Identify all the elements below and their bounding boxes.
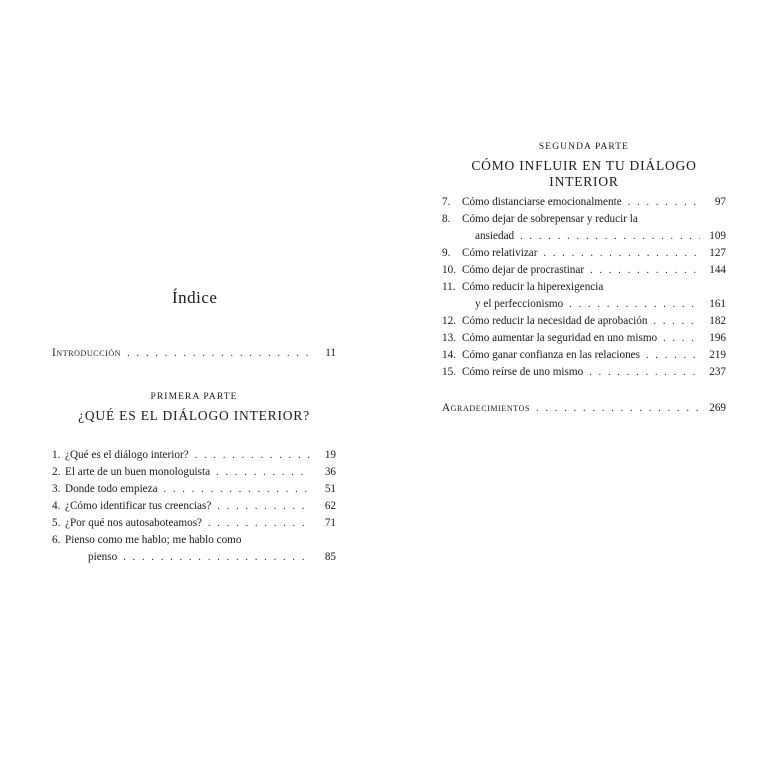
toc-entry-label: ¿Por qué nos autosaboteamos?: [65, 517, 203, 529]
toc-entry-multiline[interactable]: [442, 211, 638, 228]
toc-entry-label: Cómo dejar de sobrepensar y reducir la: [462, 213, 638, 225]
part-kicker: SEGUNDA PARTE: [538, 142, 630, 152]
toc-entry-number: 11.: [442, 281, 456, 293]
toc-entry[interactable]: [442, 194, 726, 211]
toc-entry-number: 6.: [52, 534, 61, 546]
toc-entry-multiline[interactable]: [52, 532, 241, 549]
toc-entry[interactable]: [52, 447, 336, 464]
toc-entry-number: 1.: [52, 449, 61, 461]
toc-entry[interactable]: [442, 347, 726, 364]
toc-entry-page: 219: [709, 349, 726, 361]
toc-entry-label: Agradecimientos: [442, 402, 531, 414]
dot-leader: [663, 330, 700, 347]
dot-leader: [646, 347, 700, 364]
toc-entry[interactable]: [442, 364, 726, 381]
part-title: CÓMO INFLUIR EN TU DIÁLOGO INTERIOR: [471, 158, 697, 189]
toc-entry-label: Cómo dejar de procrastinar: [462, 264, 585, 276]
dot-leader: [208, 515, 310, 532]
toc-entry[interactable]: [442, 245, 726, 262]
toc-entry-page: 182: [709, 315, 726, 327]
toc-entry-continuation[interactable]: [88, 549, 336, 566]
toc-entry-label-continued: pienso: [88, 551, 118, 563]
toc-entry-label: Cómo reírse de uno mismo: [462, 366, 584, 378]
toc-entry-number: 9.: [442, 247, 451, 259]
toc-entry-label: Pienso como me hablo; me hablo como: [65, 534, 242, 546]
toc-entry-label: Cómo ganar confianza en las relaciones: [462, 349, 640, 361]
dot-leader: [195, 447, 310, 464]
toc-entry-page: 51: [324, 483, 336, 495]
toc-entry[interactable]: [52, 464, 336, 481]
toc-entry-multiline[interactable]: [442, 279, 603, 296]
toc-entry-label: El arte de un buen monologuista: [65, 466, 211, 478]
toc-entry[interactable]: [442, 313, 726, 330]
toc-entry-number: 3.: [52, 483, 61, 495]
toc-entry[interactable]: [52, 515, 336, 532]
dot-leader: [544, 245, 701, 262]
toc-entry-label: Cómo reducir la necesidad de aprobación: [462, 315, 648, 327]
toc-entry[interactable]: [52, 481, 336, 498]
toc-entry-number: 14.: [442, 349, 456, 361]
toc-entry-continuation[interactable]: [475, 296, 726, 313]
dot-leader: [590, 262, 700, 279]
dot-leader: [164, 481, 310, 498]
toc-entry-number: 4.: [52, 500, 61, 512]
part-title: ¿QUÉ ES EL DIÁLOGO INTERIOR?: [78, 408, 310, 423]
toc-entry-label: Cómo reducir la hiperexigencia: [462, 281, 604, 293]
toc-entry-number: 10.: [442, 264, 456, 276]
toc-entry-number: 13.: [442, 332, 456, 344]
toc-entry-page: 36: [324, 466, 336, 478]
toc-entry-label-continued: y el perfeccionismo: [475, 298, 564, 310]
dot-leader: [123, 549, 310, 566]
dot-leader: [536, 400, 700, 417]
dot-leader: [628, 194, 700, 211]
toc-entry-page: 127: [709, 247, 726, 259]
toc-entry-label-continued: ansiedad: [475, 230, 515, 242]
toc-entry-number: 8.: [442, 213, 451, 225]
toc-entry-page: 97: [714, 196, 726, 208]
toc-entry-page: 11: [325, 347, 336, 359]
toc-entry-page: 71: [324, 517, 336, 529]
toc-entry-label: Cómo distanciarse emocionalmente: [462, 196, 622, 208]
toc-entry-page: 196: [709, 332, 726, 344]
toc-entry-introduction[interactable]: [52, 345, 336, 362]
toc-entry-label: Cómo relativizar: [462, 247, 538, 259]
dot-leader: [653, 313, 700, 330]
toc-entry-page: 144: [709, 264, 726, 276]
dot-leader: [589, 364, 700, 381]
dot-leader: [520, 228, 700, 245]
toc-entry-label: ¿Qué es el diálogo interior?: [65, 449, 189, 461]
toc-entry-label: Introducción: [52, 347, 122, 359]
toc-entry-page: 161: [709, 298, 726, 310]
toc-entry-page: 62: [324, 500, 336, 512]
page-title: Índice: [172, 288, 218, 307]
dot-leader: [216, 464, 310, 481]
toc-entry-page: 269: [709, 402, 726, 414]
toc-entry[interactable]: [442, 330, 726, 347]
dot-leader: [217, 498, 310, 515]
toc-entry-page: 237: [709, 366, 726, 378]
dot-leader: [569, 296, 700, 313]
toc-entry-number: 7.: [442, 196, 451, 208]
dot-leader: [127, 345, 310, 362]
toc-entry[interactable]: [52, 498, 336, 515]
toc-entry-acknowledgements[interactable]: [442, 400, 726, 417]
toc-entry-page: 19: [324, 449, 336, 461]
toc-entry-label: ¿Cómo identificar tus creencias?: [65, 500, 212, 512]
toc-entry-number: 2.: [52, 466, 61, 478]
toc-entry-label: Donde todo empieza: [65, 483, 158, 495]
toc-entry[interactable]: [442, 262, 726, 279]
toc-entry-continuation[interactable]: [475, 228, 726, 245]
toc-entry-number: 5.: [52, 517, 61, 529]
toc-entry-page: 109: [709, 230, 726, 242]
toc-entry-label: Cómo aumentar la seguridad en uno mismo: [462, 332, 658, 344]
part-kicker: PRIMERA PARTE: [150, 392, 238, 402]
toc-entry-number: 12.: [442, 315, 456, 327]
toc-entry-page: 85: [324, 551, 336, 563]
toc-entry-number: 15.: [442, 366, 456, 378]
